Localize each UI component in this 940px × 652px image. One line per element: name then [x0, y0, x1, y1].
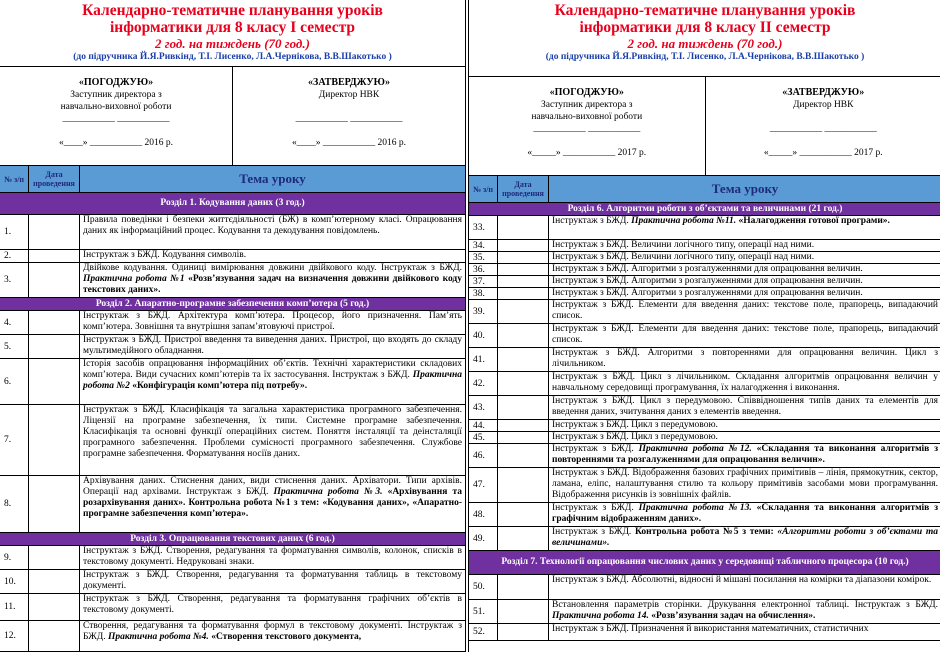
row-topic: Інструктаж з БЖД. Створення, редагування та форматування символів, колонок, списків в текстовому документі. Недруковані знаки.: [79, 546, 465, 569]
row-date: [28, 215, 79, 249]
plan-title-line-1: Календарно-тематичне планування уроків: [554, 2, 856, 19]
hours-per-week: 2 год. на тиждень (70 год.): [155, 36, 310, 51]
col-number-header: № з/п: [472, 184, 494, 194]
row-topic: Інструктаж з БЖД. Пристрої введення та виведення даних. Пристрої, що входять до складу мультимедійного обладнання.: [79, 335, 465, 358]
approve-signature-line: ___________ ___________: [769, 124, 877, 134]
row-number: 34.: [473, 240, 485, 251]
practical-work-title: «Розв’язування задач на визначення довжини двійкового коду текстових даних».: [83, 274, 462, 295]
row-date: [497, 503, 548, 526]
semester-1-page: [0, 0, 466, 652]
col-number-header: № з/п: [3, 174, 25, 184]
textbook-authors: (до підручника Й.Я.Ривкінд, Т.І. Лисенко, Л.А.Чернікова, В.В.Шакотько ): [545, 52, 865, 62]
agree-signature-line: ___________ ___________: [62, 114, 170, 124]
table-row: [469, 600, 940, 624]
row-topic: Інструктаж з БЖД. Алгоритми з розгалуженнями для опрацювання величин.: [548, 276, 940, 287]
col-topic-header: Тема уроку: [548, 176, 940, 202]
practical-work-title: «Розв’язування задач на обчислення».: [648, 611, 816, 621]
row-topic: [548, 444, 940, 467]
row-number: 42.: [473, 378, 485, 389]
row-date: [497, 468, 548, 502]
table-row: [469, 300, 940, 324]
table-row: [469, 624, 940, 641]
table-row: [469, 276, 940, 288]
table-row: [469, 575, 940, 600]
table-row: [469, 396, 940, 420]
practical-work-label: Практична робота №11.: [631, 216, 737, 226]
practical-work-label: Практична робота №3.: [273, 487, 383, 497]
row-number: 50.: [473, 582, 485, 592]
practical-work-title: «Архівування та розархівування даних». Контрольна робота №1 з тем: «Кодування даних», «Апаратно-програмне забезпечення комп’ютера».: [83, 487, 462, 519]
plan-title-line-2: інформатики для 8 класу ІІ семестр: [579, 19, 831, 36]
row-topic: [548, 600, 940, 623]
row-number: 36.: [473, 264, 485, 275]
row-date: [497, 324, 548, 347]
topic-text: Інструктаж з БЖД.: [552, 527, 635, 537]
row-topic: Інструктаж з БЖД. Цикл з лічильником. Складання алгоритмів опрацювання величин у навчальному середовищі програмування, їх налагодження і виконання.: [548, 372, 940, 395]
row-topic: [79, 476, 465, 532]
row-topic: Інструктаж з БЖД. Величини логічного типу, операції над ними.: [548, 240, 940, 251]
row-topic: Інструктаж з БЖД. Цикл з передумовою. Співвідношення типів даних та елементів для введення даних, зчитування даних з елементів введення.: [548, 396, 940, 419]
approve-signature-line: ___________ ___________: [295, 114, 403, 124]
row-topic: Інструктаж з БЖД. Відображення базових графічних примітивів – лінія, прямокутник, сектор, ламана, еліпс, налаштування стилю та кольору примітивів засобами мови програмування. Відображення рисунків із зовнішніх файлів.: [548, 468, 940, 502]
row-number: 8.: [4, 499, 12, 509]
table-row: [469, 264, 940, 276]
topic-text: Історія засобів опрацювання інформаційних об’єктів. Технічні характеристики складових комп’ютера. Види сучасних комп’ютерів та їх застосування. Інструктаж з БЖД.: [83, 359, 462, 380]
row-topic: [79, 621, 465, 651]
table-row: [0, 250, 465, 263]
row-number: 49.: [473, 533, 485, 544]
row-number: 1.: [4, 227, 12, 237]
row-topic: Інструктаж з БЖД. Призначення й використання математичних, статистичних: [548, 624, 940, 640]
plan-title-line-2: інформатики для 8 класу І семестр: [109, 19, 356, 36]
row-topic: Інструктаж з БЖД. Цикл з передумовою.: [548, 432, 940, 443]
row-number: 46.: [473, 450, 485, 461]
practical-work-label: Практична робота №2: [83, 370, 462, 391]
agree-signature-line: ___________ ___________: [533, 124, 641, 134]
row-number: 12.: [4, 631, 16, 641]
table-row: [469, 216, 940, 240]
row-number: 6.: [4, 376, 12, 387]
row-number: 10.: [4, 576, 16, 587]
row-date: [497, 600, 548, 623]
table-row: [469, 324, 940, 348]
table-row: [0, 621, 465, 652]
row-date: [497, 527, 548, 550]
hours-per-week: 2 год. на тиждень (70 год.): [627, 36, 783, 51]
practical-work-label: Практична робота №12.: [638, 444, 752, 454]
agree-line-1: Заступник директора з: [70, 90, 162, 100]
approve-line-1: Директор НВК: [318, 90, 380, 100]
table-row: [469, 240, 940, 252]
approval-block: [0, 66, 465, 166]
approve-signature: [705, 77, 940, 175]
col-topic-header: Тема уроку: [79, 166, 465, 192]
row-number: 39.: [473, 306, 485, 317]
row-topic: Інструктаж з БЖД. Алгоритми з розгалуженнями для опрацювання величин.: [548, 288, 940, 299]
row-date: [497, 276, 548, 287]
row-topic: [79, 359, 465, 404]
row-date: [28, 476, 79, 532]
table-row: [469, 432, 940, 444]
table-row: [469, 420, 940, 432]
table-row: [469, 288, 940, 300]
practical-work-title: «Складання та виконання алгоритмів з повтореннями та розгалуженнями для опрацювання величин».: [552, 444, 939, 465]
topic-text: Архівування даних. Стиснення даних, види стиснення даних. Архіватори. Типи архівів. Операції над архівами. Інструктаж з БЖД.: [83, 476, 462, 497]
agree-title: «ПОГОДЖУЮ»: [549, 87, 624, 98]
topic-text: Встановлення параметрів сторінки. Друкування електронної таблиці. Інструктаж з БЖД.: [552, 600, 938, 610]
approve-title: «ЗАТВЕРДЖУЮ»: [782, 87, 865, 98]
semester-2-page: [468, 0, 940, 652]
row-number: 41.: [473, 354, 485, 365]
approve-line-1: Директор НВК: [793, 100, 854, 110]
row-topic: [548, 527, 940, 550]
plan-title-line-1: Календарно-тематичне планування уроків: [82, 2, 383, 19]
agree-line-2: навчально-виховної роботи: [60, 102, 172, 112]
approve-signature: [232, 67, 465, 165]
textbook-authors: (до підручника Й.Я.Ривкінд, Т.І. Лисенко, Л.А.Чернікова, В.В.Шакотько ): [73, 52, 392, 62]
row-date: [497, 252, 548, 263]
agree-date: «_____» ___________ 2017 р.: [527, 148, 647, 158]
table-row: [469, 348, 940, 372]
table-row: [0, 359, 465, 405]
row-date: [28, 594, 79, 620]
table-row: [0, 335, 465, 359]
row-topic: Інструктаж з БЖД. Створення, редагування та форматування таблиць в текстовому документі.: [79, 570, 465, 593]
row-number: 4.: [4, 317, 12, 328]
table-header: [0, 166, 465, 193]
row-topic: [548, 503, 940, 526]
row-number: 38.: [473, 288, 485, 299]
row-topic: Інструктаж з БЖД. Елементи для введення даних: текстове поле, прапорець, випадаючий список.: [548, 324, 940, 347]
table-row: [469, 527, 940, 551]
row-topic: Інструктаж з БЖД. Величини логічного типу, операції над ними.: [548, 252, 940, 263]
row-number: 44.: [473, 420, 485, 431]
row-date: [28, 621, 79, 651]
row-date: [28, 546, 79, 569]
row-date: [497, 288, 548, 299]
page-header: [0, 0, 465, 66]
row-number: 35.: [473, 252, 485, 263]
section-header: Розділ 6. Алгоритми роботи з об’єктами та величинами (21 год.): [469, 203, 940, 216]
page-header: [469, 0, 940, 76]
practical-work-label: Практична робота №13.: [638, 503, 752, 513]
table-row: [0, 546, 465, 570]
row-date: [28, 250, 79, 262]
row-date: [497, 240, 548, 251]
row-topic: Правила поведінки і безпеки життєдіяльності (БЖ) в комп’ютерному класі. Опрацювання даних як інформаційний процес. Кодування та декодування повідомлень.: [79, 215, 465, 249]
table-row: [469, 503, 940, 527]
agree-line-2: навчально-виховної роботи: [531, 112, 643, 122]
row-date: [497, 420, 548, 431]
table-header: [469, 176, 940, 203]
table-row: [469, 372, 940, 396]
row-topic: Інструктаж з БЖД. Класифікація та загальна характеристика програмного забезпечення. Ліцензії на програмне забезпечення, їх типи. Системне програмне забезпечення. Класифікація та основні функції операційних систем. Поняття інсталяції та деінсталяції програмного забезпечення. Проблеми сумісності програмного забезпечення. Службове програмне забезпечення. Форматування носіїв даних.: [79, 405, 465, 475]
row-date: [497, 372, 548, 395]
row-number: 9.: [4, 552, 12, 563]
topic-text: Інструктаж з БЖД.: [552, 216, 632, 226]
test-label: Контрольна робота №5 з теми:: [634, 527, 778, 537]
row-number: 45.: [473, 432, 485, 443]
col-date-header: Дата проведення: [497, 176, 548, 202]
row-topic: Інструктаж з БЖД. Архітектура комп’ютера. Процесор, його призначення. Пам’ять комп’ютера. Зовнішня та внутрішня запам’ятовуючі пристрої.: [79, 311, 465, 334]
practical-work-label: Практична робота №4.: [107, 632, 209, 642]
section-header: Розділ 3. Опрацювання текстових даних (6 год.): [0, 533, 465, 546]
row-date: [497, 432, 548, 443]
topic-text: Інструктаж з БЖД.: [552, 444, 639, 454]
agree-line-1: Заступник директора з: [541, 100, 633, 110]
approval-block: [469, 76, 940, 176]
agree-title: «ПОГОДЖУЮ»: [78, 77, 154, 88]
row-date: [497, 575, 548, 599]
topic-text: Інструктаж з БЖД.: [552, 503, 639, 513]
row-date: [28, 263, 79, 297]
approve-date: «____» ___________ 2016 р.: [292, 138, 406, 148]
table-row: [0, 476, 465, 533]
topic-text: Двійкове кодування. Одиниці вимірювання довжини двійкового коду. Інструктаж з БЖД.: [83, 263, 462, 273]
row-topic: [548, 216, 940, 239]
row-date: [28, 359, 79, 404]
row-date: [497, 300, 548, 323]
table-row: [469, 468, 940, 503]
section-header: Розділ 7. Технології опрацювання числових даних у середовищі табличного процесора (10 год.): [469, 551, 940, 575]
approve-date: «_____» ___________ 2017 р.: [763, 148, 883, 158]
row-date: [497, 264, 548, 275]
row-number: 3.: [4, 275, 12, 285]
practical-work-title: «Створення текстового документа,: [208, 632, 362, 642]
table-row: [0, 311, 465, 335]
row-date: [28, 311, 79, 334]
table-row: [0, 405, 465, 476]
practical-work-title: «Складання та виконання алгоритмів з графічним відображенням даних».: [552, 503, 939, 524]
table-row: [469, 252, 940, 264]
row-number: 51.: [473, 606, 485, 617]
row-date: [497, 396, 548, 419]
table-row: [0, 263, 465, 298]
section-header: Розділ 2. Апаратно-програмне забезпечення комп’ютера (5 год.): [0, 298, 465, 311]
practical-work-label: Практична робота №1: [83, 274, 185, 284]
topic-text: Створення, редагування та форматування формул в текстовому документі. Інструктаж з БЖД.: [83, 621, 462, 642]
row-number: 40.: [473, 330, 485, 341]
row-date: [28, 335, 79, 358]
row-number: 48.: [473, 509, 485, 520]
row-topic: Інструктаж з БЖД. Алгоритми з повтореннями для опрацювання величин. Цикл з лічильником.: [548, 348, 940, 371]
test-topic: «Алгоритми роботи з об’єктами та величинами».: [552, 527, 938, 548]
row-number: 33.: [473, 222, 485, 233]
table-row: [0, 215, 465, 250]
col-date-header: Дата проведення: [28, 166, 79, 192]
row-date: [28, 405, 79, 475]
row-date: [497, 624, 548, 640]
row-number: 37.: [473, 276, 485, 287]
agree-signature: [469, 77, 705, 175]
practical-work-title: «Налагодження готової програми».: [736, 216, 890, 226]
row-date: [497, 444, 548, 467]
row-topic: [79, 263, 465, 297]
table-row: [0, 570, 465, 594]
row-date: [28, 570, 79, 593]
row-topic: Інструктаж з БЖД. Кодування символів.: [79, 250, 465, 262]
row-number: 43.: [473, 402, 485, 413]
row-topic: Інструктаж з БЖД. Створення, редагування та форматування графічних об’єктів в текстовому документі.: [79, 594, 465, 620]
row-topic: Інструктаж з БЖД. Цикл з передумовою.: [548, 420, 940, 431]
row-number: 47.: [473, 480, 485, 490]
row-topic: Інструктаж з БЖД. Абсолютні, відносні й мішані посилання на комірки та діапазони комірок.: [548, 575, 940, 599]
section-header: Розділ 1. Кодування даних (3 год.): [0, 193, 465, 215]
agree-date: «____» ___________ 2016 р.: [59, 138, 173, 148]
approve-title: «ЗАТВЕРДЖУЮ»: [308, 77, 390, 88]
practical-work-title: «Конфігурація комп’ютера під потребу».: [129, 381, 308, 391]
row-number: 11.: [4, 602, 16, 612]
agree-signature: [0, 67, 232, 165]
row-number: 2.: [4, 251, 12, 261]
row-number: 5.: [4, 341, 12, 352]
row-number: 52.: [473, 627, 485, 637]
row-topic: Інструктаж з БЖД. Елементи для введення даних: текстове поле, прапорець, випадаючий список.: [548, 300, 940, 323]
row-topic: Інструктаж з БЖД. Алгоритми з розгалуженнями для опрацювання величин.: [548, 264, 940, 275]
practical-work-label: Практична робота 14.: [552, 611, 649, 621]
row-date: [497, 216, 548, 239]
row-date: [497, 348, 548, 371]
row-number: 7.: [4, 435, 12, 445]
table-row: [469, 444, 940, 468]
table-row: [0, 594, 465, 621]
